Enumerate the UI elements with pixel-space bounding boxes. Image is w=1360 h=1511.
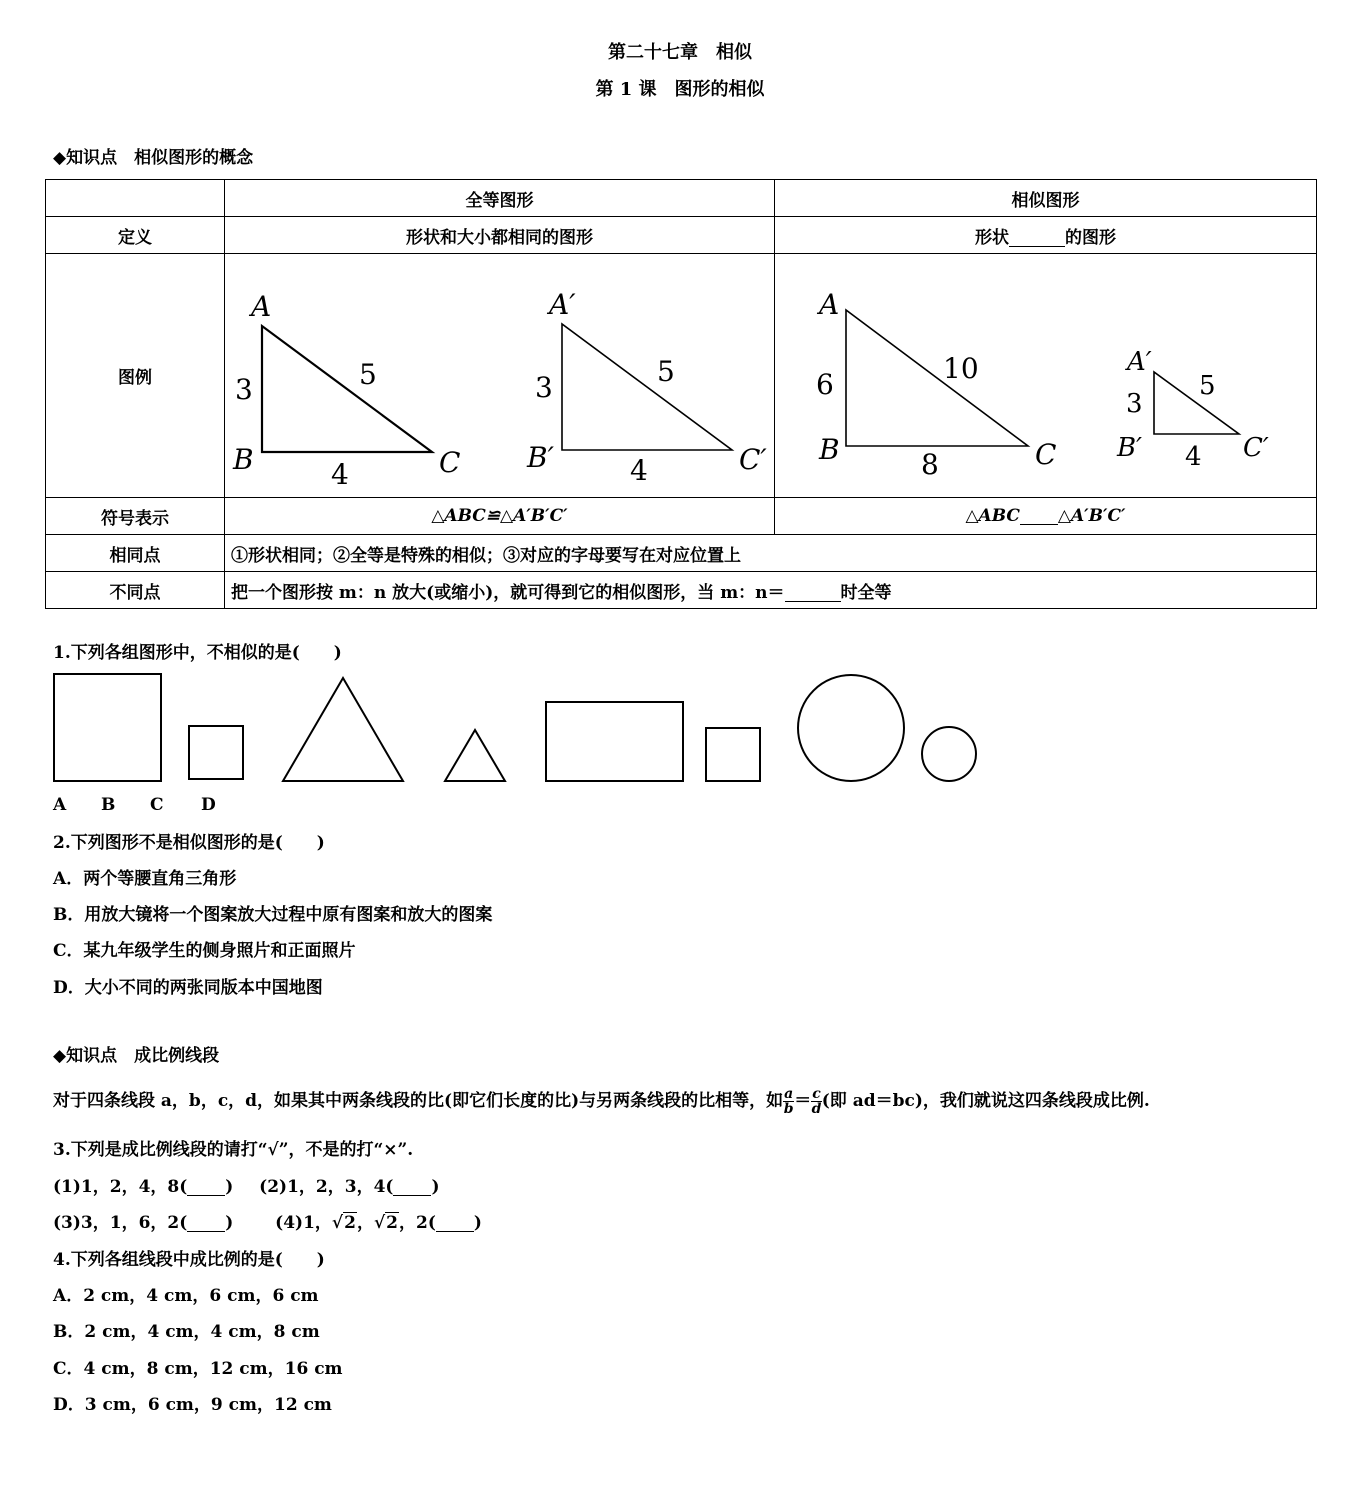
row-label-same: 相同点 — [46, 535, 225, 572]
option-c[interactable]: C — [150, 795, 164, 815]
vertex-label: A — [251, 290, 272, 323]
side-label: 5 — [359, 358, 377, 391]
side-label: 8 — [921, 448, 939, 481]
proportion-definition: 对于四条线段 a，b，c，d，如果其中两条线段的比(即它们长度的比)与另两条线段的比相等，如 $\frac{a}{b}$ ＝ $\frac{c}{d}$ (即 ad＝bc)，我们就说这四条线段成比例. — [53, 1086, 1150, 1117]
question-4-stem: 4.下列各组线段中成比例的是( ) — [53, 1250, 325, 1270]
large-square — [54, 674, 161, 781]
question-2-option-a[interactable]: A．两个等腰直角三角形 — [53, 869, 237, 889]
same-points-text: ①形状相同；②全等是特殊的相似；③对应的字母要写在对应位置上 — [225, 535, 1317, 572]
difference-text: 把一个图形按 m：n 放大(或缩小)，就可得到它的相似图形，当 m：n＝ 时全等 — [225, 572, 1317, 609]
rectangle — [546, 702, 683, 781]
question-1-options — [53, 795, 216, 815]
header-similar: 相似图形 — [775, 180, 1317, 217]
option-d[interactable]: D — [201, 795, 216, 815]
question-1-stem: 1.下列各组图形中，不相似的是( ) — [53, 643, 342, 663]
concept-table — [45, 179, 1317, 609]
side-label: 6 — [816, 368, 834, 401]
side-label: 4 — [331, 458, 349, 491]
question-3-stem: 3.下列是成比例线段的请打“√”，不是的打“×”. — [53, 1140, 414, 1160]
sqrt-2: √2 — [331, 1213, 356, 1233]
vertex-label: C′ — [1243, 433, 1269, 463]
vertex-label: C — [1035, 438, 1057, 471]
side-label: 5 — [1199, 371, 1216, 401]
side-label: 5 — [657, 355, 675, 388]
side-label: 4 — [1185, 442, 1202, 472]
symbol-similar: △ABC △A′B′C′ — [775, 498, 1317, 535]
triangle-abc-2 — [526, 288, 767, 487]
example-congruent-cell — [225, 254, 775, 498]
row-label-definition: 定义 — [46, 217, 225, 254]
congruent-triangles-figure — [225, 254, 775, 492]
vertex-label: B′ — [1117, 433, 1143, 463]
similar-triangles-figure — [775, 254, 1317, 492]
side-label: 10 — [943, 352, 979, 385]
row-label-example: 图例 — [46, 254, 225, 498]
side-label: 4 — [630, 454, 648, 487]
row-label-difference: 不同点 — [46, 572, 225, 609]
small-square — [189, 726, 243, 779]
vertex-label: B′ — [527, 441, 554, 474]
vertex-label: B — [819, 433, 840, 466]
answer-blank-1[interactable] — [187, 1177, 225, 1196]
small-circle — [922, 727, 976, 781]
question-2-option-d[interactable]: D．大小不同的两张同版本中国地图 — [53, 978, 323, 998]
section-heading-proportional-segments: ◆知识点 成比例线段 — [53, 1046, 220, 1066]
definition-congruent: 形状和大小都相同的图形 — [225, 217, 775, 254]
vertex-label: A — [819, 288, 840, 321]
answer-blank-4[interactable] — [436, 1213, 474, 1232]
option-a[interactable]: A — [53, 795, 67, 815]
triangle-abc-large — [816, 288, 1056, 481]
fill-blank[interactable] — [1020, 506, 1058, 525]
answer-blank-2[interactable] — [393, 1177, 431, 1196]
side-label: 3 — [1126, 389, 1143, 419]
lesson-title: 第 1 课 图形的相似 — [595, 79, 765, 100]
vertex-label: B — [233, 443, 254, 476]
question-2-stem: 2.下列图形不是相似图形的是( ) — [53, 833, 325, 853]
large-circle — [798, 675, 904, 781]
question-1-figures — [0, 668, 1000, 788]
fill-blank[interactable] — [1009, 228, 1065, 247]
question-2-option-c[interactable]: C．某九年级学生的侧身照片和正面照片 — [53, 941, 356, 961]
option-b[interactable]: B — [101, 795, 116, 815]
vertex-label: A′ — [549, 288, 576, 321]
small-triangle — [445, 730, 505, 781]
question-3-row-1: (1)1，2，4，8( ) (2)1，2，3，4( ) — [53, 1177, 440, 1197]
vertex-label: C′ — [739, 443, 767, 476]
row-label-symbol: 符号表示 — [46, 498, 225, 535]
large-triangle — [283, 678, 403, 781]
question-4-option-b[interactable]: B．2 cm，4 cm，4 cm，8 cm — [53, 1322, 320, 1342]
fraction-c-d: $\frac{c}{d}$ — [811, 1086, 822, 1117]
fill-blank[interactable] — [785, 583, 841, 602]
question-4-option-d[interactable]: D．3 cm，6 cm，9 cm，12 cm — [53, 1395, 332, 1415]
question-2-option-b[interactable]: B．用放大镜将一个图案放大过程中原有图案和放大的图案 — [53, 905, 493, 925]
symbol-congruent: △ABC≌△A′B′C′ — [225, 498, 775, 535]
chapter-title: 第二十七章 相似 — [608, 42, 752, 63]
vertex-label: A′ — [1127, 347, 1152, 377]
question-3-row-2: (3)3，1，6，2( ) (4)1，√2，√2，2( ) — [53, 1213, 482, 1233]
table-corner-cell — [46, 180, 225, 217]
section-heading-similar-figures: ◆知识点 相似图形的概念 — [53, 148, 254, 168]
answer-blank-3[interactable] — [187, 1213, 225, 1232]
question-4-option-a[interactable]: A．2 cm，4 cm，6 cm，6 cm — [53, 1286, 319, 1306]
header-congruent: 全等图形 — [225, 180, 775, 217]
sqrt-2: √2 — [373, 1213, 398, 1233]
question-4-option-c[interactable]: C．4 cm，8 cm，12 cm，16 cm — [53, 1359, 343, 1379]
side-label: 3 — [235, 373, 253, 406]
square — [706, 728, 760, 781]
definition-similar: 形状 的图形 — [775, 217, 1317, 254]
vertex-label: C — [439, 446, 461, 479]
triangle-abc-1 — [232, 290, 460, 491]
fraction-a-b: $\frac{a}{b}$ — [783, 1086, 794, 1117]
example-similar-cell — [775, 254, 1317, 498]
side-label: 3 — [535, 371, 553, 404]
triangle-abc-small — [1116, 347, 1269, 472]
